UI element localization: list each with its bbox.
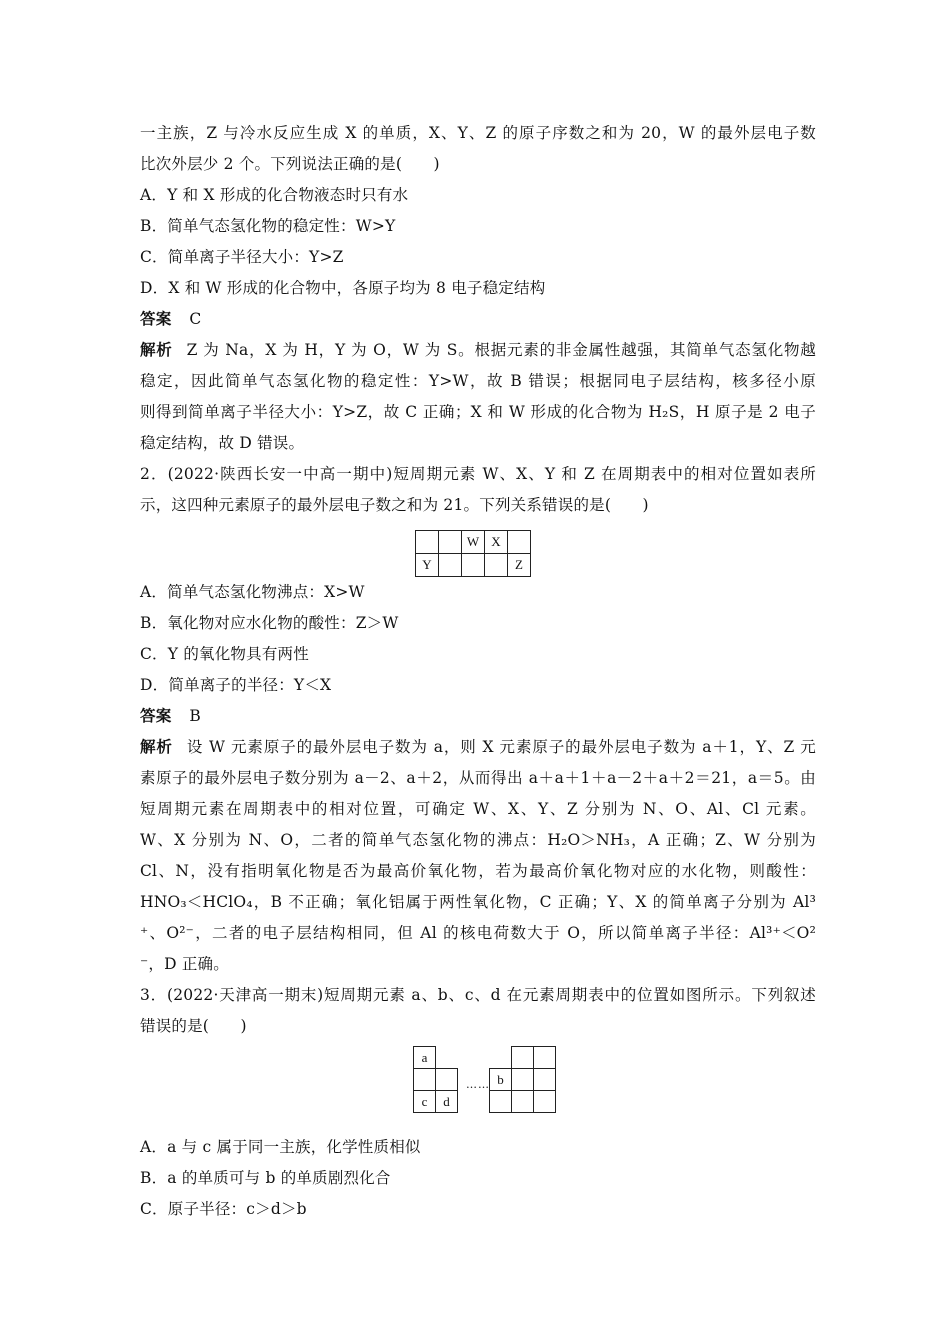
cell-empty: [511, 1090, 534, 1113]
q3-option-c: C．原子半径：c＞d＞b: [140, 1200, 307, 1218]
q1-analysis-line: 稳定结构，故 D 错误。: [140, 434, 305, 452]
cell-c: c: [413, 1090, 436, 1113]
cell-b: b: [489, 1068, 512, 1091]
table-cell: [462, 554, 485, 577]
answer-label: 答案: [140, 707, 172, 725]
q2-option-a: A．简单气态氢化物沸点：X>W: [140, 583, 365, 601]
q1-answer: [140, 304, 816, 335]
cell-empty: [489, 1090, 512, 1113]
q2-stem-line: 示，这四种元素原子的最外层电子数之和为 21。下列关系错误的是( ): [140, 496, 649, 514]
q1-analysis-line: [140, 335, 816, 366]
cell-empty: [511, 1068, 534, 1091]
q3-stem-line: 错误的是( ): [140, 1017, 247, 1035]
q2-option-d: D．简单离子的半径：Y＜X: [140, 676, 332, 694]
analysis-text: Z 为 Na，X 为 H，Y 为 O，W 为 S。根据元素的非金属性越强，其简单气态氢化物越: [186, 341, 817, 359]
table-row: [416, 531, 531, 554]
analysis-text: 设 W 元素原子的最外层电子数为 a，则 X 元素原子的最外层电子数为 a＋1，Y、Z 元: [186, 738, 816, 756]
q3-option-a: A．a 与 c 属于同一主族，化学性质相似: [140, 1138, 421, 1156]
document-page: [140, 118, 816, 1225]
q1-option-b: B．简单气态氢化物的稳定性：W>Y: [140, 217, 396, 235]
q3-option-b: B．a 的单质可与 b 的单质剧烈化合: [140, 1169, 391, 1187]
q2-analysis-line: Cl、N，没有指明氧化物是否为最高价氧化物，若为最高价氧化物对应的水化物，则酸性：: [140, 862, 816, 880]
cell-empty: [533, 1046, 556, 1069]
cell-empty: [435, 1068, 458, 1091]
q2-periodic-table: [140, 521, 816, 577]
q1-analysis-line: 则得到简单离子半径大小：Y>Z，故 C 正确；X 和 W 形成的化合物为 H₂S，H 原子是 2 电子: [140, 403, 816, 421]
cell-empty: [511, 1046, 534, 1069]
q1-analysis-line: 稳定，因此简单气态氢化物的稳定性：Y>W，故 B 错误；根据同电子层结构，核多径小原: [140, 372, 816, 390]
table-cell: [439, 531, 462, 554]
table-cell: X: [485, 531, 508, 554]
q2-analysis-line: 素原子的最外层电子数分别为 a－2、a＋2，从而得出 a＋a＋1＋a－2＋a＋2＝21，a＝5。由: [140, 769, 816, 787]
q2-answer: [140, 701, 816, 732]
cell-a: a: [413, 1046, 436, 1069]
answer-label: 答案: [140, 310, 172, 328]
cell-empty: [533, 1090, 556, 1113]
periodic-table-grid: [415, 530, 531, 577]
cell-empty: [533, 1068, 556, 1091]
q3-position-figure: [140, 1046, 816, 1132]
q1-option-a: A．Y 和 X 形成的化合物液态时只有水: [140, 186, 409, 204]
table-cell: [416, 531, 439, 554]
table-cell: W: [462, 531, 485, 554]
ellipsis: ……: [466, 1078, 490, 1091]
q2-analysis-line: ⁺、O²⁻，二者的电子层结构相同，但 Al 的核电荷数大于 O，所以简单离子半径：Al³⁺＜O²: [140, 924, 816, 942]
q2-analysis-line: [140, 732, 816, 763]
q2-option-c: C．Y 的氧化物具有两性: [140, 645, 309, 663]
table-cell: [508, 531, 531, 554]
table-row: [416, 554, 531, 577]
answer-value: B: [189, 707, 201, 725]
answer-value: C: [189, 310, 202, 328]
q2-stem-line: 2．(2022·陕西长安一中高一期中)短周期元素 W、X、Y 和 Z 在周期表中的相对位置如表所: [140, 465, 816, 483]
table-cell: [485, 554, 508, 577]
table-cell: [439, 554, 462, 577]
q1-stem-line: 比次外层少 2 个。下列说法正确的是( ): [140, 155, 440, 173]
cell-empty: [413, 1068, 436, 1091]
q2-analysis-line: HNO₃＜HClO₄，B 不正确；氧化铝属于两性氧化物，C 正确；Y、X 的简单离子分别为 Al³: [140, 893, 816, 911]
q1-option-c: C．简单离子半径大小：Y>Z: [140, 248, 344, 266]
q1-stem-line: 一主族，Z 与冷水反应生成 X 的单质，X、Y、Z 的原子序数之和为 20，W 的最外层电子数: [140, 124, 816, 142]
q2-option-b: B．氧化物对应水化物的酸性：Z＞W: [140, 614, 399, 632]
q2-analysis-line: W、X 分别为 N、O，二者的简单气态氢化物的沸点：H₂O＞NH₃，A 正确；Z、W 分别为: [140, 831, 816, 849]
analysis-label: 解析: [140, 341, 173, 359]
q1-option-d: D．X 和 W 形成的化合物中，各原子均为 8 电子稳定结构: [140, 279, 546, 297]
cell-d: d: [435, 1090, 458, 1113]
q2-analysis-line: 短周期元素在周期表中的相对位置，可确定 W、X、Y、Z 分别为 N、O、Al、Cl 元素。: [140, 800, 816, 818]
q3-stem-line: 3．(2022·天津高一期末)短周期元素 a、b、c、d 在元素周期表中的位置如图所示。下列叙述: [140, 986, 816, 1004]
q2-analysis-line: ⁻，D 正确。: [140, 955, 229, 973]
analysis-label: 解析: [140, 738, 173, 756]
table-cell: Z: [508, 554, 531, 577]
table-cell: Y: [416, 554, 439, 577]
